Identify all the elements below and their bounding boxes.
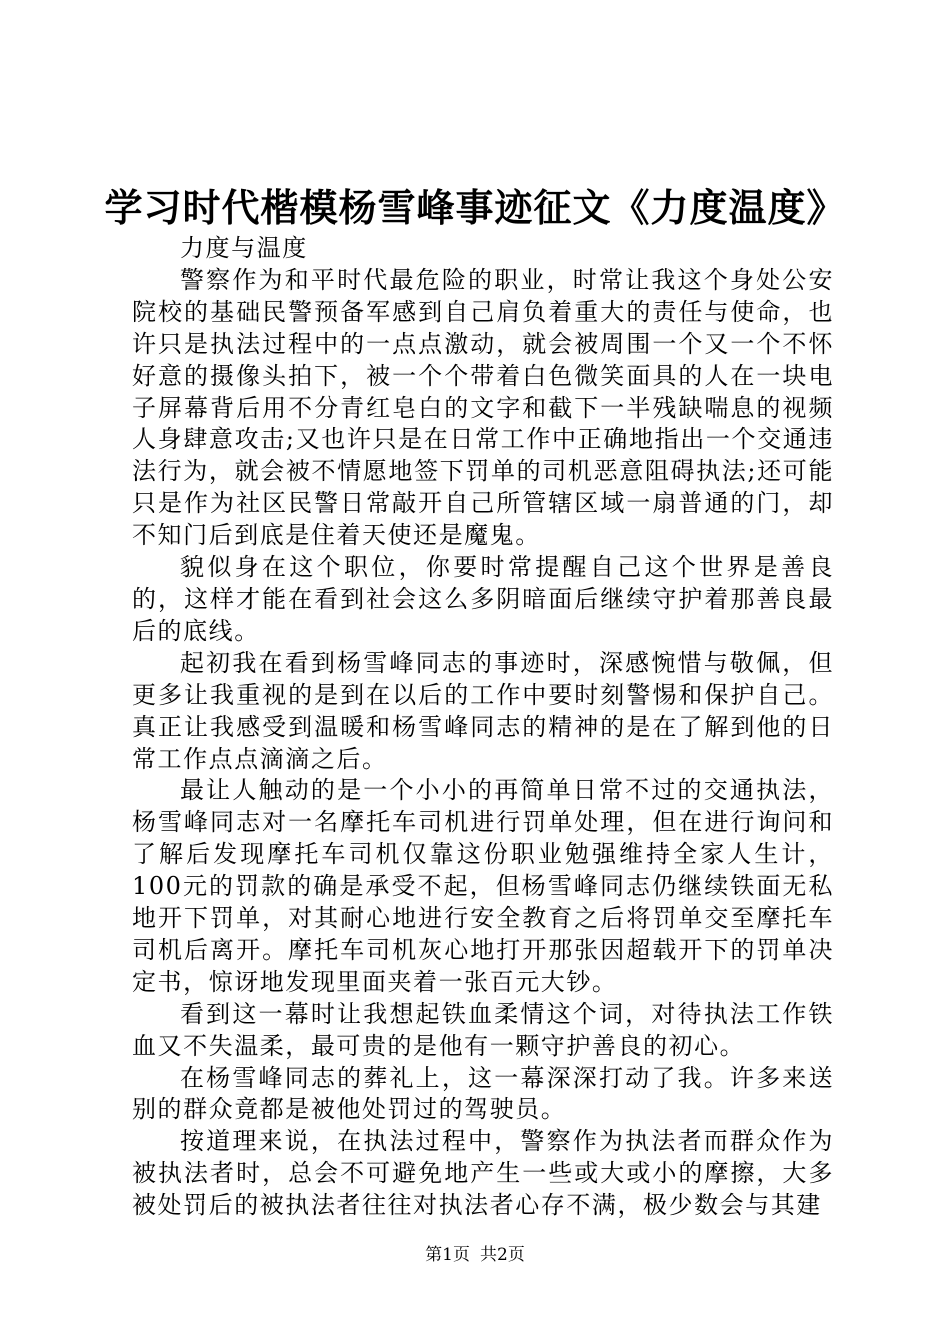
- body-paragraph: 貌似身在这个职位，你要时常提醒自己这个世界是善良的，这样才能在看到社会这么多阴暗面后继续守护着那善良最后的底线。: [132, 553, 834, 645]
- page-footer: [0, 1243, 950, 1267]
- page-number: 第1页: [425, 1245, 470, 1265]
- document-title: 学习时代楷模杨雪峰事迹征文《力度温度》: [104, 185, 846, 230]
- body-paragraph: 起初我在看到杨雪峰同志的事迹时，深感惋惜与敬佩，但更多让我重视的是到在以后的工作中要时刻警惕和保护自己。真正让我感受到温暖和杨雪峰同志的精神的是在了解到他的日常工作点点滴滴之后。: [132, 648, 834, 773]
- body-paragraph: 看到这一幕时让我想起铁血柔情这个词，对待执法工作铁血又不失温柔，最可贵的是他有一颗守护善良的初心。: [132, 999, 834, 1060]
- body-paragraph: 在杨雪峰同志的葬礼上，这一幕深深打动了我。许多来送别的群众竟都是被他处罚过的驾驶员。: [132, 1063, 834, 1124]
- body-paragraph: 最让人触动的是一个小小的再简单日常不过的交通执法，杨雪峰同志对一名摩托车司机进行罚单处理，但在进行询问和了解后发现摩托车司机仅靠这份职业勉强维持全家人生计，100元的罚款的确是承受不起，但杨雪峰同志仍继续铁面无私地开下罚单，对其耐心地进行安全教育之后将罚单交至摩托车司机后离开。摩托车司机灰心地打开那张因超载开下的罚单决定书，惊讶地发现里面夹着一张百元大钞。: [132, 776, 834, 996]
- page-total: 共2页: [480, 1245, 525, 1265]
- body-paragraph: 警察作为和平时代最危险的职业，时常让我这个身处公安院校的基础民警预备军感到自己肩负着重大的责任与使命，也许只是执法过程中的一点点激动，就会被周围一个又一个不怀好意的摄像头拍下，被一个个带着白色微笑面具的人在一块电子屏幕背后用不分青红皂白的文字和截下一半残缺喘息的视频人身肆意攻击;又也许只是在日常工作中正确地指出一个交通违法行为，就会被不情愿地签下罚单的司机恶意阻碍执法;还可能只是作为社区民警日常敲开自己所管辖区域一扇普通的门，却不知门后到底是住着天使还是魔鬼。: [132, 265, 834, 550]
- document-body: [132, 233, 834, 1222]
- subtitle-paragraph: 力度与温度: [180, 234, 308, 262]
- body-paragraph: 按道理来说，在执法过程中，警察作为执法者而群众作为被执法者时，总会不可避免地产生一些或大或小的摩擦，大多被处罚后的被执法者往往对执法者心存不满，极少数会与其建: [132, 1127, 834, 1220]
